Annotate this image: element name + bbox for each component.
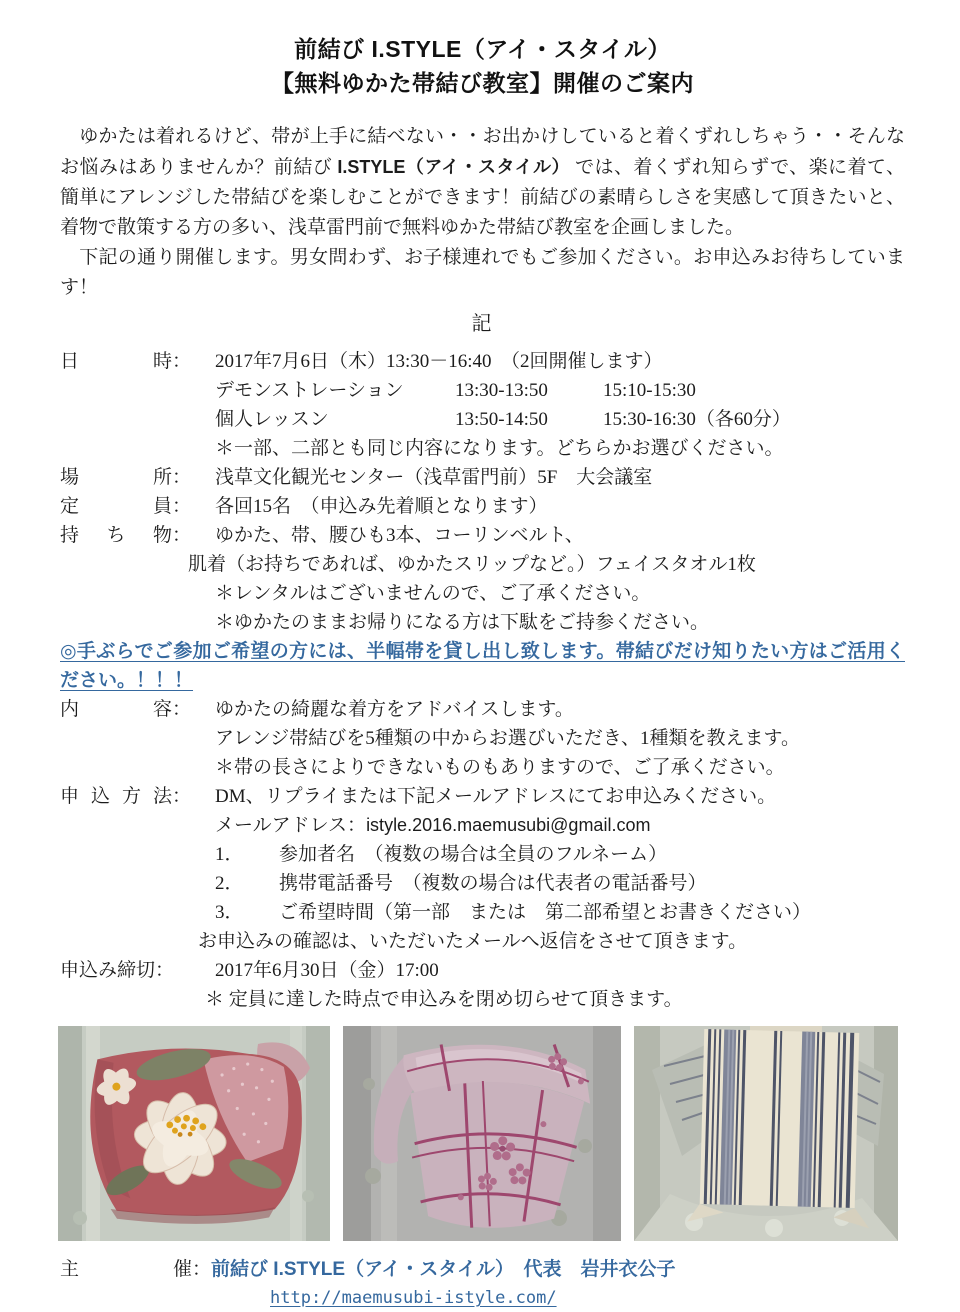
detail-value-place: 浅草文化観光センター（浅草雷門前）5F 大会議室 bbox=[215, 467, 653, 488]
belongings-note1: ＊レンタルはございませんので、ご了承ください。 bbox=[215, 583, 651, 604]
title-line2: 【無料ゆかた帯結び教室】開催のご案内 bbox=[271, 70, 694, 96]
ki-heading: 記 bbox=[471, 313, 494, 335]
detail-row-belongings bbox=[60, 521, 905, 550]
detail-label-contents: 内容： bbox=[60, 699, 192, 720]
page-title bbox=[60, 32, 905, 100]
detail-row-apply bbox=[60, 782, 905, 811]
detail-label-apply: 申込方法： bbox=[60, 786, 192, 807]
organizer-label: 主催： bbox=[60, 1259, 212, 1280]
obi-photo-strip bbox=[58, 1026, 905, 1241]
belongings-note2: ＊ゆかたのままお帰りになる方は下駄をご持参ください。 bbox=[215, 612, 710, 633]
detail-label-datetime: 日時： bbox=[60, 351, 192, 372]
detail-value-capacity: 各回15名 （申込み先着順となります） bbox=[215, 496, 548, 517]
title-line1: 前結び I.STYLE（アイ・スタイル） bbox=[294, 36, 671, 62]
intro-p1-brand: I.STYLE（アイ・スタイル） bbox=[337, 157, 570, 177]
apply-list-item-3: 3． ご希望時間（第一部 または 第二部希望とお書きください） bbox=[215, 902, 812, 923]
detail-row-capacity bbox=[60, 492, 905, 521]
detail-value-deadline: 2017年6月30日（金）17:00 bbox=[215, 960, 439, 981]
detail-label-capacity: 定員： bbox=[60, 496, 192, 517]
detail-label-place: 場所： bbox=[60, 467, 192, 488]
detail-row-contents bbox=[60, 695, 905, 724]
website-link[interactable]: http://maemusubi-istyle.com/ bbox=[270, 1288, 557, 1308]
schedule-row-lesson: 個人レッスン 13:50-14:50 15:30-16:30（各60分） bbox=[215, 409, 791, 430]
navy-stripe-obi-photo bbox=[634, 1026, 898, 1241]
detail-value-datetime: 2017年7月6日（木）13:30－16:40 （2回開催します） bbox=[215, 351, 663, 372]
email-line bbox=[60, 811, 905, 840]
intro-p1-post: では、着くずれ知らずで、楽に着て、簡単にアレンジした帯結びを楽しむことができます！前結びの素晴らしさを実感して頂きたいと、着物で散策する方の多い、浅草雷門前で無料ゆかた帯結び教室を企画しました。 bbox=[60, 157, 905, 238]
detail-value-contents: ゆかたの綺麗な着方をアドバイスします。 bbox=[215, 699, 574, 720]
detail-row-datetime bbox=[60, 347, 905, 376]
detail-row-place bbox=[60, 463, 905, 492]
rose-peony-obi-photo bbox=[58, 1026, 330, 1241]
apply-confirm: お申込みの確認は、いただいたメールへ返信をさせて頂きます。 bbox=[198, 931, 748, 952]
apply-list-item-1: 1． 参加者名 （複数の場合は全員のフルネーム） bbox=[215, 844, 668, 865]
intro-paragraph-1 bbox=[60, 122, 905, 243]
pink-plaid-sakura-obi-photo bbox=[343, 1026, 621, 1241]
contents-line2: アレンジ帯結びを5種類の中からお選びいただき、1種類を教えます。 bbox=[215, 728, 801, 749]
intro-paragraph-2: 下記の通り開催します。男女問わず、お子様連れでもご参加ください。お申込みお待ちしています！ bbox=[60, 247, 905, 298]
organizer-row bbox=[60, 1255, 905, 1284]
belongings-line2: 肌着（お持ちであれば、ゆかたスリップなど。）フェイスタオル1枚 bbox=[188, 554, 756, 575]
detail-label-belongings: 持ち物： bbox=[60, 525, 192, 546]
organizer-name: 前結び I.STYLE（アイ・スタイル） 代表 岩井衣公子 bbox=[211, 1259, 676, 1280]
deadline-note: ＊ 定員に達した時点で申込みを閉め切らせて頂きます。 bbox=[205, 989, 683, 1010]
footer bbox=[60, 1255, 905, 1312]
schedule-row-demo: デモンストレーション 13:30-13:50 15:10-15:30 bbox=[215, 380, 696, 401]
intro-p1-pre: ゆかたは着れるけど、帯が上手に結べない・・お出かけしていると着くずれしちゃう・・そんなお悩みはありませんか？前結び bbox=[60, 126, 905, 178]
apply-list-item-2: 2． 携帯電話番号 （複数の場合は代表者の電話番号） bbox=[215, 873, 707, 894]
contents-note: ＊帯の長さによりできないものもありますので、ご了承ください。 bbox=[215, 757, 785, 778]
rental-highlight-notice: ◎手ぶらでご参加ご希望の方には、半幅帯を貸し出し致します。帯結びだけ知りたい方はご活用ください。！！！ bbox=[60, 641, 905, 691]
detail-row-deadline bbox=[60, 956, 905, 985]
email-label: メールアドレス： bbox=[215, 815, 367, 836]
datetime-note: ＊一部、二部とも同じ内容になります。どちらかお選びください。 bbox=[215, 438, 784, 459]
detail-value-belongings: ゆかた、帯、腰ひも3本、コーリンベルト、 bbox=[215, 525, 584, 546]
detail-label-deadline: 申込み締切： bbox=[60, 960, 175, 981]
detail-value-apply: DM、リプライまたは下記メールアドレスにてお申込みください。 bbox=[215, 786, 777, 807]
email-address: istyle.2016.maemusubi@gmail.com bbox=[366, 815, 651, 835]
